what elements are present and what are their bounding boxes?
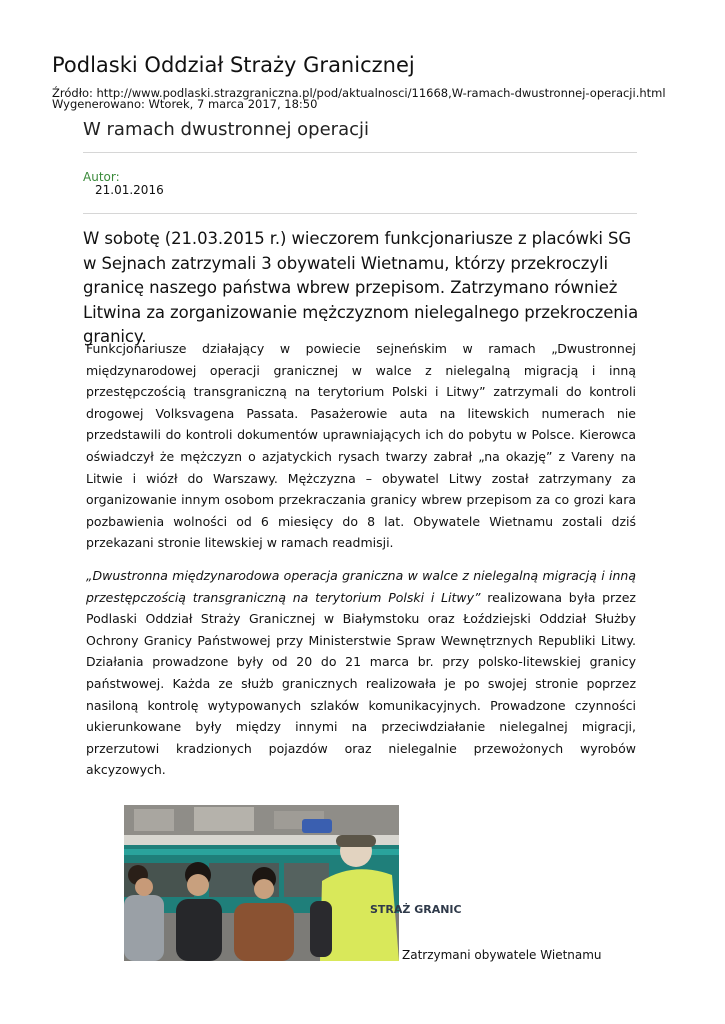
- paragraph-2-text: realizowana była przez Podlaski Oddział Straży Granicznej w Białymstoku oraz Łoździejski Oddział Służby Ochrony Granicy Państwowej przy Ministerstwie Spraw Wewnętrznych Republiki Litwy. Działania prowadzone były od 20 do 21 marca br. przy polsko-litewskiej granicy państwowej. Każda ze służb granicznych realizowała je po swojej stronie poprzez nasiloną kontrolę wytypowanych szlaków komunikacyjnych. Prowadzone czynności ukierunkowane były między innymi na przeciwdziałanie nielegalnej migracji, przerzutowi kradzionych pojazdów oraz nielegalnie przewożonych wyrobów akcyzowych.: [86, 589, 636, 778]
- operation-name: „Dwustronna międzynarodowa operacja graniczna w walce z nielegalną migracją i inną przestępczością transgraniczną na terytorium Polski i Litwy”: [86, 568, 636, 605]
- vest-text: STRAŻ GRANIC: [370, 903, 462, 916]
- source-line: Źródło: http://www.podlaski.strazgraniczna.pl/pod/aktualnosci/11668,W-ramach-dwustronnej-operacji.html: [52, 86, 666, 100]
- author-label: Autor:: [83, 170, 120, 184]
- article-paragraph-2: [86, 565, 636, 781]
- photo-caption: Zatrzymani obywatele Wietnamu: [402, 948, 602, 962]
- article-date: 21.01.2016: [95, 183, 164, 197]
- site-title: Podlaski Oddział Straży Granicznej: [52, 53, 415, 77]
- article-paragraph-1: Funkcjonariusze działający w powiecie sejneńskim w ramach „Dwustronnej międzynarodowej operacji granicznej w walce z nielegalną migracją i inną przestępczością transgraniczną na terytorium Polski i Litwy” zatrzymali do kontroli drogowej Volksvagena Passata. Pasażerowie auta na litewskich numerach nie przedstawili do kontroli dokumentów uprawniających ich do pobytu w Polsce. Kierowca oświadczył że mężczyzn o azjatyckich rysach twarzy zabrał „na okazję” z Vareny na Litwie i wiózł do Warszawy. Mężczyzna – obywatel Litwy został zatrzymany za organizowanie innym osobom przekraczania granicy wbrew przepisom za co grozi kara pozbawienia wolności od 6 miesięcy do 8 lat. Obywatele Wietnamu zostali dziś przekazani stronie litewskiej w ramach readmisji.: [86, 341, 636, 551]
- divider-top: [83, 152, 637, 153]
- generated-line: Wygenerowano: Wtorek, 7 marca 2017, 18:50: [52, 97, 318, 111]
- article-title: W ramach dwustronnej operacji: [83, 119, 370, 140]
- article-lead: W sobotę (21.03.2015 r.) wieczorem funkcjonariusze z placówki SG w Sejnach zatrzymali 3 obywateli Wietnamu, którzy przekroczyli granicę naszego państwa wbrew przepisom. Zatrzymano również Litwina za zorganizowanie mężczyznom nielegalnego przekroczenia granicy.: [83, 229, 639, 346]
- divider-bottom: [83, 213, 637, 214]
- article-photo: [124, 805, 462, 961]
